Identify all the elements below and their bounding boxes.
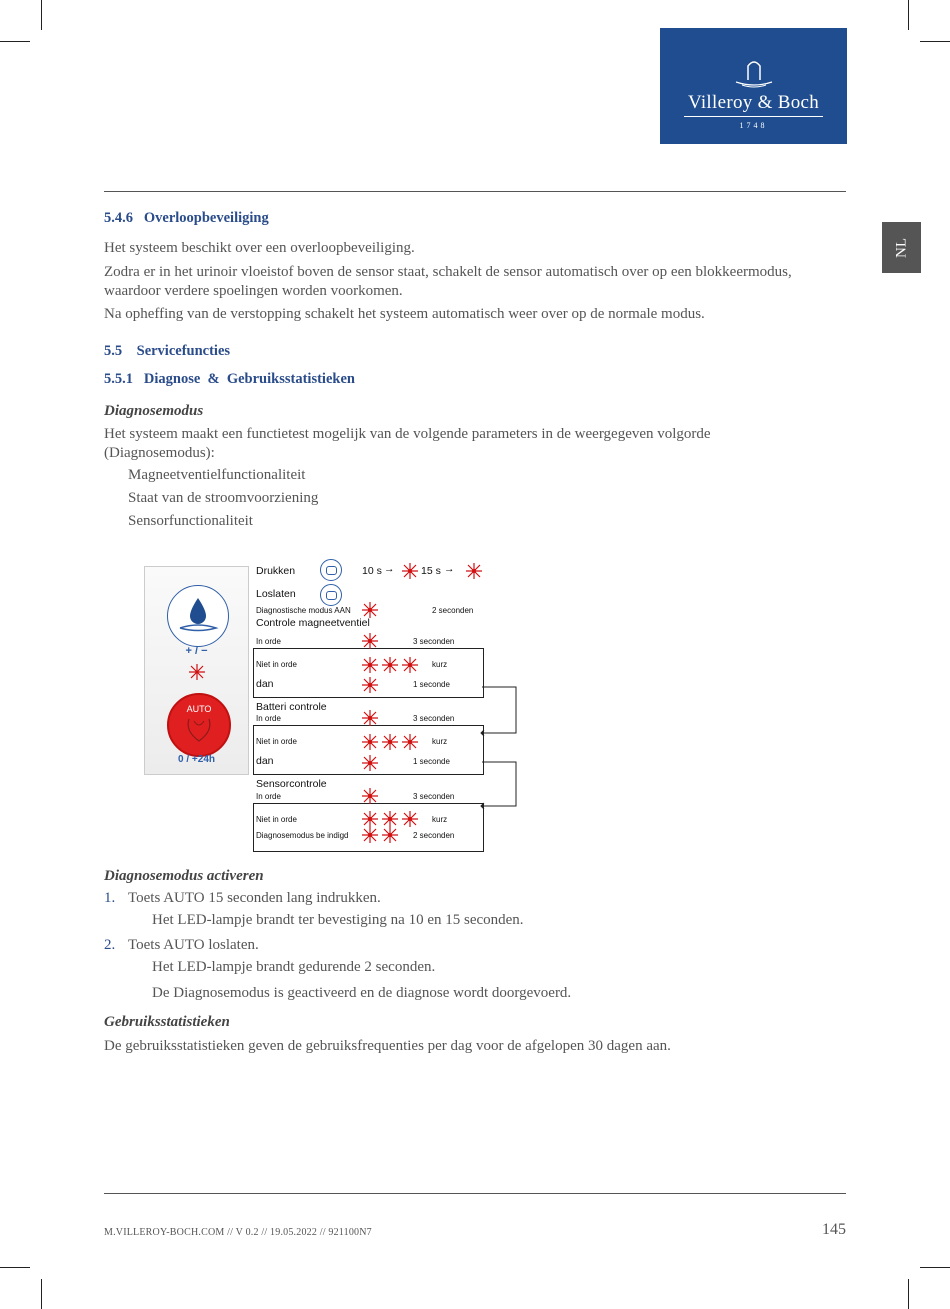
footer-rule <box>104 1193 846 1194</box>
section-heading-55: 5.5 Servicefuncties <box>104 343 231 359</box>
step-result: De Diagnosemodus is geactiveerd en de diagnose wordt doorgevoerd. <box>152 985 572 1001</box>
in-orde-label: In orde <box>256 637 281 646</box>
arrow-icon: → <box>444 563 455 575</box>
paragraph: De gebruiksstatistieken geven de gebruiksfrequenties per dag voor de afgelopen 30 dagen aan. <box>104 1038 671 1054</box>
dan-label: dan <box>256 755 274 767</box>
duration-label: 1 seconde <box>413 757 450 766</box>
page-number: 145 <box>822 1221 846 1238</box>
sensorcontrole-label: Sensorcontrole <box>256 778 327 790</box>
niet-in-orde-label: Niet in orde <box>256 660 297 669</box>
list-item: Staat van de stroomvoorziening <box>128 490 319 506</box>
step-result: Het LED-lampje brandt gedurende 2 seconden. <box>152 959 436 975</box>
led-flash-icon <box>382 811 398 827</box>
paragraph: (Diagnosemodus): <box>104 445 215 461</box>
kurz-label: kurz <box>432 660 448 669</box>
niet-in-orde-label: Niet in orde <box>256 737 297 746</box>
paragraph: Na opheffing van de verstopping schakelt het systeem automatisch weer over op de normale modus. <box>104 306 705 322</box>
led-flash-icon <box>362 734 378 750</box>
subheading-gebruiksstatistieken: Gebruiksstatistieken <box>104 1014 230 1030</box>
section-heading-546: 5.4.6 Overloopbeveiliging <box>104 210 269 226</box>
in-orde-label: In orde <box>256 792 281 801</box>
step-number: 2. <box>104 937 116 953</box>
controle-magneetventiel-label: Controle magneetventiel <box>256 617 370 629</box>
paragraph: Het systeem maakt een functietest mogelijk van de volgende parameters in de weergegeven volgorde <box>104 426 711 442</box>
brand-year: 1748 <box>739 121 768 130</box>
step-text: Toets AUTO loslaten. <box>128 937 259 953</box>
step-text: Toets AUTO 15 seconden lang indrukken. <box>128 890 381 906</box>
led-flash-icon <box>402 657 418 673</box>
led-flash-icon <box>402 811 418 827</box>
duration-label: 1 seconde <box>413 680 450 689</box>
arrow-icon: → <box>384 563 395 575</box>
diag-modus-aan-label: Diagnostische modus AAN <box>256 606 351 615</box>
brand-name: Villeroy & Boch <box>687 92 820 113</box>
led-flash-icon <box>362 811 378 827</box>
led-flash-icon <box>362 602 378 618</box>
duration-label: 3 seconden <box>413 792 455 801</box>
led-flash-icon <box>382 734 398 750</box>
duration-label: 2 seconden <box>432 606 474 615</box>
led-flash-icon <box>362 827 378 843</box>
paragraph: waardoor verdere spoelingen worden voorkomen. <box>104 283 403 299</box>
led-flash-icon <box>466 563 482 579</box>
plus-minus-label: + / − <box>185 645 208 657</box>
kurz-label: kurz <box>432 737 448 746</box>
led-flash-icon <box>362 755 378 771</box>
led-flash-icon <box>362 633 378 649</box>
duration-label: 3 seconden <box>413 637 455 646</box>
led-flash-icon <box>402 563 418 579</box>
paragraph: Zodra er in het urinoir vloeistof boven de sensor staat, schakelt de sensor automatisch over op een blokkeermodus, <box>104 264 792 280</box>
led-flash-icon <box>362 657 378 673</box>
list-item: Sensorfunctionaliteit <box>128 513 253 529</box>
auto-button: AUTO <box>167 693 231 757</box>
time-15s: 15 s <box>421 565 441 577</box>
led-flash-icon <box>402 734 418 750</box>
section-heading-551: 5.5.1 Diagnose & Gebruiksstatistieken <box>104 371 355 387</box>
duration-label: 2 seconden <box>413 831 455 840</box>
niet-in-orde-label: Niet in orde <box>256 815 297 824</box>
paragraph: Het systeem beschikt over een overloopbeveiliging. <box>104 240 415 256</box>
drukken-label: Drukken <box>256 565 296 577</box>
step-result: Het LED-lampje brandt ter bevestiging na 10 en 15 seconden. <box>152 912 524 928</box>
dan-label: dan <box>256 678 274 690</box>
subheading-diagnosemodus: Diagnosemodus <box>104 403 204 419</box>
step-number: 1. <box>104 890 116 906</box>
led-flash-icon <box>382 827 398 843</box>
loslaten-label: Loslaten <box>256 588 296 600</box>
language-tab: NL <box>882 222 921 273</box>
zero-24h-label: 0 / +24h <box>178 754 215 765</box>
led-flash-icon <box>382 657 398 673</box>
batteri-controle-label: Batteri controle <box>256 701 327 713</box>
led-flash-icon <box>362 788 378 804</box>
list-item: Magneetventielfunctionaliteit <box>128 467 306 483</box>
led-flash-icon <box>362 677 378 693</box>
footer-text: M.VILLEROY-BOCH.COM // V 0.2 // 19.05.2022 // 921100N7 <box>104 1227 372 1238</box>
in-orde-label: In orde <box>256 714 281 723</box>
time-10s: 10 s <box>362 565 382 577</box>
led-flash-icon <box>362 710 378 726</box>
diagnosemodus-beeindigd-label: Diagnosemodus be indigd <box>256 831 349 840</box>
subheading-activeren: Diagnosemodus activeren <box>104 868 264 884</box>
kurz-label: kurz <box>432 815 448 824</box>
duration-label: 3 seconden <box>413 714 455 723</box>
